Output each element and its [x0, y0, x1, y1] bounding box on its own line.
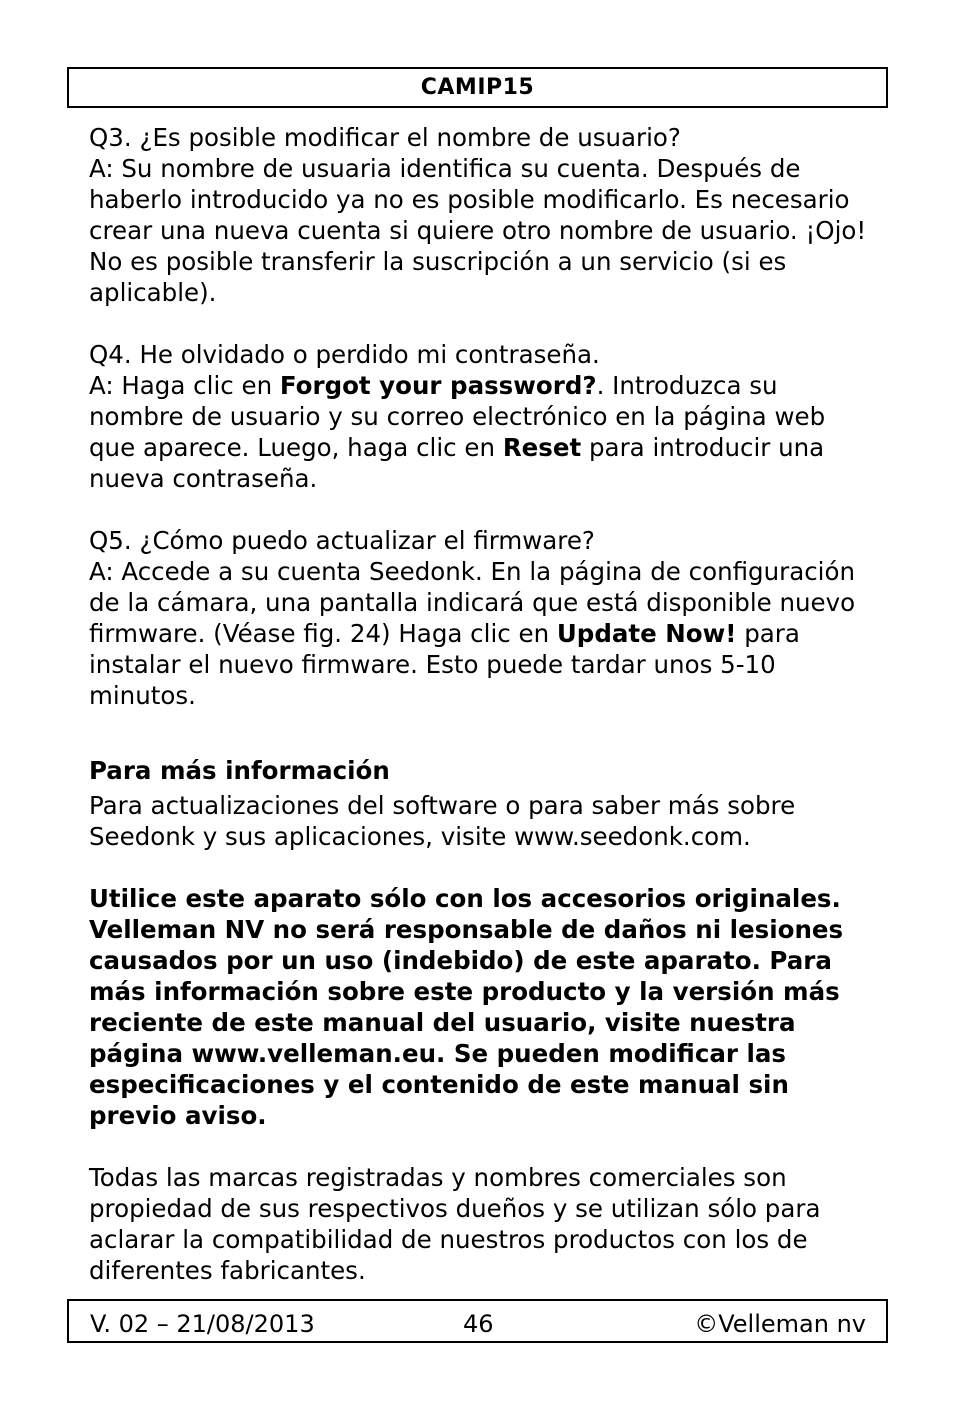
- forgot-password-label: Forgot your password?: [279, 371, 597, 400]
- page-content: [89, 122, 879, 1286]
- q5-answer: [89, 556, 879, 711]
- q5-question: Q5. ¿Cómo puedo actualizar el firmware?: [89, 526, 595, 555]
- q4-answer-prefix: A: Haga clic en: [89, 371, 280, 400]
- q3-answer: A: Su nombre de usuaria identifica su cuenta. Después de haberlo introducido ya no es posible modificarlo. Es necesario crear una nueva cuenta si quiere otro nombre de usuario. ¡Ojo! No es posible transferir la suscripción a un servicio (si es aplicable).: [89, 154, 867, 307]
- q4-answer: [89, 370, 879, 494]
- trademarks-text: Todas las marcas registradas y nombres comerciales son propiedad de sus respectivos dueños y se utilizan sólo para aclarar la compatibilidad de nuestros productos con los de diferentes fabricantes.: [89, 1163, 821, 1285]
- q3-question: Q3. ¿Es posible modificar el nombre de usuario?: [89, 123, 681, 152]
- section-heading: Para más información: [89, 756, 390, 785]
- q4-answer-suffix: para introducir una nueva contraseña.: [89, 433, 825, 493]
- page-number: 46: [463, 1310, 494, 1338]
- reset-label: Reset: [502, 433, 582, 462]
- disclaimer-text: Utilice este aparato sólo con los accesorios originales. Velleman NV no será responsable de daños ni lesiones causados por un uso (indebido) de este aparato. Para más información sobre este producto y la versión más reciente de este manual del usuario, visite nuestra página www.velleman.eu. Se pueden modificar las especificaciones y el contenido de este manual sin previo aviso.: [89, 884, 844, 1130]
- page-footer: [67, 1299, 888, 1343]
- q4-answer-middle: . Introduzca su nombre de usuario y su correo electrónico en la página web que aparece. Luego, haga clic en: [89, 371, 826, 462]
- page-header: [67, 67, 888, 108]
- copyright: ©Velleman nv: [694, 1310, 866, 1338]
- version-date: V. 02 – 21/08/2013: [90, 1310, 315, 1338]
- q4-question: Q4. He olvidado o perdido mi contraseña.: [89, 340, 600, 369]
- update-now-label: Update Now!: [556, 619, 737, 648]
- q5-answer-prefix: A: Accede a su cuenta Seedonk. En la página de configuración de la cámara, una pantalla indicará que está disponible nuevo firmware. (Véase fig. 24) Haga clic en: [89, 557, 856, 648]
- more-info-text: Para actualizaciones del software o para saber más sobre Seedonk y sus aplicaciones, visite www.seedonk.com.: [89, 791, 796, 851]
- q5-answer-suffix: para instalar el nuevo firmware. Esto puede tardar unos 5-10 minutos.: [89, 619, 800, 710]
- document-title: CAMIP15: [420, 75, 535, 100]
